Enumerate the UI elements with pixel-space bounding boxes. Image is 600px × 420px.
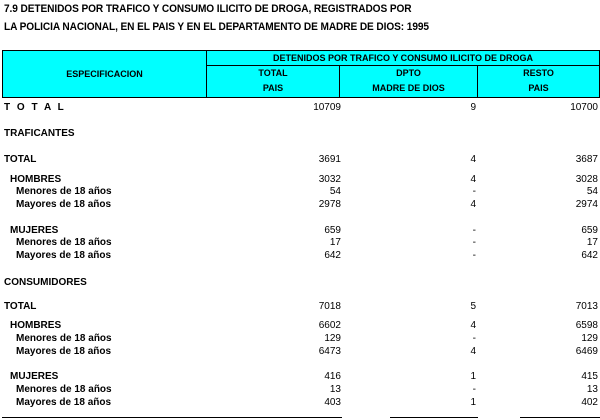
- col-resto-pais-line-2: PAIS: [528, 83, 549, 93]
- section-label: TRAFICANTES: [4, 128, 75, 139]
- cell-madre-de-dios: 4: [470, 320, 476, 331]
- table-title-line-2: LA POLICIA NACIONAL, EN EL PAIS Y EN EL DEPARTAMENTO DE MADRE DE DIOS: 1995: [4, 21, 429, 33]
- bottom-rule-madre-de-dios: [390, 417, 478, 418]
- col-madre-de-dios-header: [339, 65, 478, 98]
- cell-resto-pais: 3687: [575, 154, 598, 165]
- cell-madre-de-dios: 5: [470, 301, 476, 312]
- cell-total-pais: 17: [329, 237, 341, 248]
- cell-total-pais: 416: [324, 371, 341, 382]
- cell-total-pais: 10709: [313, 102, 341, 113]
- spec-header: [2, 50, 207, 98]
- row-label: MUJERES: [10, 225, 59, 236]
- cell-total-pais: 2978: [318, 199, 341, 210]
- cell-madre-de-dios: 1: [470, 371, 476, 382]
- row-label: Mayores de 18 años: [16, 199, 112, 210]
- cell-resto-pais: 2974: [575, 199, 598, 210]
- cell-total-pais: 7018: [318, 301, 341, 312]
- col-total-pais-line-2: PAIS: [262, 83, 284, 93]
- row-label: Mayores de 18 años: [16, 397, 112, 408]
- row-label: Menores de 18 años: [16, 384, 112, 395]
- cell-resto-pais: 54: [586, 186, 598, 197]
- col-resto-pais-header: [477, 65, 600, 98]
- col-total-pais-header: [206, 65, 340, 98]
- cell-madre-de-dios: 4: [470, 174, 476, 185]
- cell-madre-de-dios: 1: [470, 397, 476, 408]
- cell-madre-de-dios: -: [472, 250, 476, 261]
- group-header-label: DETENIDOS POR TRAFICO Y CONSUMO ILICITO DE DROGA: [272, 53, 534, 63]
- row-label: Mayores de 18 años: [16, 250, 112, 261]
- cell-total-pais: 642: [324, 250, 341, 261]
- row-label: TOTAL: [4, 301, 37, 312]
- cell-madre-de-dios: 4: [470, 154, 476, 165]
- cell-total-pais: 54: [329, 186, 341, 197]
- row-label: T O T A L: [4, 102, 66, 113]
- cell-resto-pais: 17: [586, 237, 598, 248]
- cell-resto-pais: 659: [581, 225, 598, 236]
- cell-madre-de-dios: -: [472, 186, 476, 197]
- cell-resto-pais: 13: [586, 384, 598, 395]
- bottom-rule-resto-pais: [520, 417, 600, 418]
- cell-madre-de-dios: -: [472, 333, 476, 344]
- cell-madre-de-dios: 4: [470, 346, 476, 357]
- col-madre-de-dios-line-1: DPTO: [396, 68, 421, 78]
- row-label: HOMBRES: [10, 320, 62, 331]
- row-label: Menores de 18 años: [16, 237, 112, 248]
- col-resto-pais-line-1: RESTO: [523, 68, 554, 78]
- row-label: HOMBRES: [10, 174, 62, 185]
- cell-resto-pais: 415: [581, 371, 598, 382]
- spec-header-label: ESPECIFICACION: [66, 69, 143, 79]
- cell-resto-pais: 6469: [575, 346, 598, 357]
- cell-resto-pais: 642: [581, 250, 598, 261]
- cell-madre-de-dios: -: [472, 384, 476, 395]
- cell-total-pais: 6473: [318, 346, 341, 357]
- cell-total-pais: 3691: [318, 154, 341, 165]
- cell-total-pais: 659: [324, 225, 341, 236]
- cell-total-pais: 129: [324, 333, 341, 344]
- row-label: TOTAL: [4, 154, 37, 165]
- cell-resto-pais: 3028: [575, 174, 598, 185]
- cell-madre-de-dios: -: [472, 225, 476, 236]
- cell-total-pais: 13: [329, 384, 341, 395]
- row-label: MUJERES: [10, 371, 59, 382]
- row-label: Menores de 18 años: [16, 186, 112, 197]
- cell-resto-pais: 129: [581, 333, 598, 344]
- cell-resto-pais: 10700: [570, 102, 598, 113]
- cell-resto-pais: 402: [581, 397, 598, 408]
- cell-total-pais: 403: [324, 397, 341, 408]
- cell-resto-pais: 6598: [575, 320, 598, 331]
- cell-madre-de-dios: -: [472, 237, 476, 248]
- col-madre-de-dios-line-2: MADRE DE DIOS: [372, 83, 445, 93]
- col-total-pais-line-1: TOTAL: [258, 68, 288, 78]
- cell-resto-pais: 7013: [575, 301, 598, 312]
- section-label: CONSUMIDORES: [4, 277, 87, 288]
- bottom-rule-spec: [2, 417, 342, 418]
- row-label: Menores de 18 años: [16, 333, 112, 344]
- cell-total-pais: 6602: [318, 320, 341, 331]
- cell-total-pais: 3032: [318, 174, 341, 185]
- cell-madre-de-dios: 9: [470, 102, 476, 113]
- table-title-line-1: 7.9 DETENIDOS POR TRAFICO Y CONSUMO ILICITO DE DROGA, REGISTRADOS POR: [4, 3, 412, 15]
- group-header: [206, 50, 600, 66]
- cell-madre-de-dios: 4: [470, 199, 476, 210]
- row-label: Mayores de 18 años: [16, 346, 112, 357]
